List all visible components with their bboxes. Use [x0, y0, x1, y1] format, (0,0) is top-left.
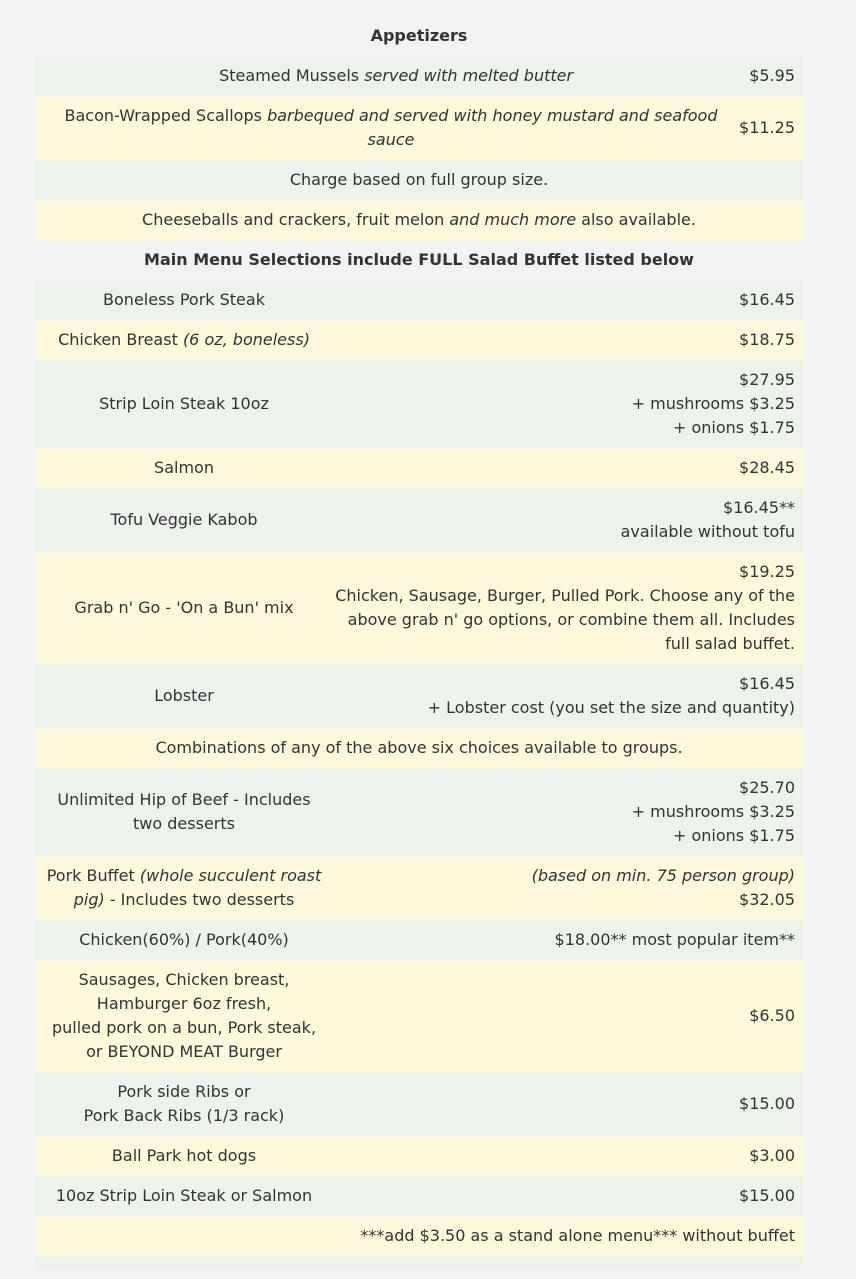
- item-note: + Lobster cost (you set the size and quantity): [427, 698, 795, 717]
- item-price: $16.45: [739, 290, 795, 309]
- item-addon: + mushrooms $3.25: [631, 394, 795, 413]
- item-note: (based on min. 75 person group): [531, 866, 795, 885]
- menu-row: [35, 96, 803, 160]
- item-name: Chicken Breast (6 oz, boneless): [58, 330, 310, 349]
- item-name: Boneless Pork Steak: [103, 290, 265, 309]
- item-price: $16.45: [739, 674, 795, 693]
- combo-note: Combinations of any of the above six choices available to groups.: [35, 728, 803, 768]
- menu-row: [35, 488, 803, 552]
- item-addon: + mushrooms $3.25: [631, 802, 795, 821]
- item-name: Chicken(60%) / Pork(40%): [79, 930, 289, 949]
- item-price: $16.45**: [723, 498, 795, 517]
- appetizers-heading: Appetizers: [370, 26, 468, 45]
- item-name: Sausages, Chicken breast, Hamburger 6oz fresh, pulled pork on a bun, Pork steak, or BEYOND MEAT Burger: [51, 970, 317, 1061]
- menu-row: [35, 448, 803, 488]
- item-description: served with melted butter: [364, 66, 574, 85]
- menu-row: [35, 280, 803, 320]
- item-note: available without tofu: [620, 522, 795, 541]
- menu-table: [35, 16, 803, 1268]
- item-price: $5.95: [749, 66, 795, 85]
- menu-row: [35, 360, 803, 448]
- item-price: $18.00** most popular item**: [554, 930, 795, 949]
- item-price: $27.95: [739, 370, 795, 389]
- group-charge-note: Charge based on full group size.: [35, 160, 803, 200]
- item-price: $18.75: [739, 330, 795, 349]
- item-name: Tofu Veggie Kabob: [110, 510, 258, 529]
- item-note: Chicken, Sausage, Burger, Pulled Pork. Choose any of the above grab n' go options, or combine them all. Includes full salad buffet.: [335, 586, 795, 653]
- menu-row: [35, 664, 803, 728]
- menu-row: [35, 768, 803, 856]
- item-name: Grab n' Go - 'On a Bun' mix: [74, 598, 294, 617]
- item-price: $25.70: [739, 778, 795, 797]
- item-name: Pork Buffet (whole succulent roast pig) - Includes two desserts: [46, 866, 322, 909]
- item-price: $15.00: [739, 1186, 795, 1205]
- item-addon: + onions $1.75: [672, 418, 795, 437]
- item-price: $19.25: [739, 562, 795, 581]
- item-name: 10oz Strip Loin Steak or Salmon: [55, 1186, 313, 1205]
- menu-row: [35, 856, 803, 920]
- item-name: Strip Loin Steak 10oz: [99, 394, 269, 413]
- menu-row: [35, 920, 803, 960]
- item-price: $15.00: [739, 1094, 795, 1113]
- item-price: $6.50: [749, 1006, 795, 1025]
- item-price: $32.05: [739, 890, 795, 909]
- item-name: Pork side Ribs or Pork Back Ribs (1/3 rack): [83, 1082, 285, 1125]
- menu-row: [35, 1136, 803, 1176]
- item-name: Bacon-Wrapped Scallops: [64, 106, 262, 125]
- menu-row: [35, 960, 803, 1072]
- item-price: $28.45: [739, 458, 795, 477]
- menu-row: [35, 56, 803, 96]
- item-name: Steamed Mussels: [219, 66, 360, 85]
- menu-row: [35, 320, 803, 360]
- main-menu-heading: Main Menu Selections include FULL Salad Buffet listed below: [144, 250, 694, 269]
- item-name: Salmon: [154, 458, 214, 477]
- menu-row: [35, 552, 803, 664]
- extras-note: Cheeseballs and crackers, fruit melon and much more also available.: [35, 200, 803, 240]
- item-price: $11.25: [739, 118, 795, 137]
- menu-row: [35, 1072, 803, 1136]
- item-name: Unlimited Hip of Beef - Includes two desserts: [57, 790, 311, 833]
- menu-row: [35, 1176, 803, 1216]
- item-description: barbequed and served with honey mustard and seafood sauce: [267, 106, 718, 149]
- item-name: Lobster: [154, 686, 214, 705]
- table-bottom-row: [35, 1256, 803, 1268]
- item-addon: + onions $1.75: [672, 826, 795, 845]
- item-price: $3.00: [749, 1146, 795, 1165]
- item-name: Ball Park hot dogs: [111, 1146, 257, 1165]
- stand-alone-note: ***add $3.50 as a stand alone menu*** without buffet: [35, 1216, 803, 1256]
